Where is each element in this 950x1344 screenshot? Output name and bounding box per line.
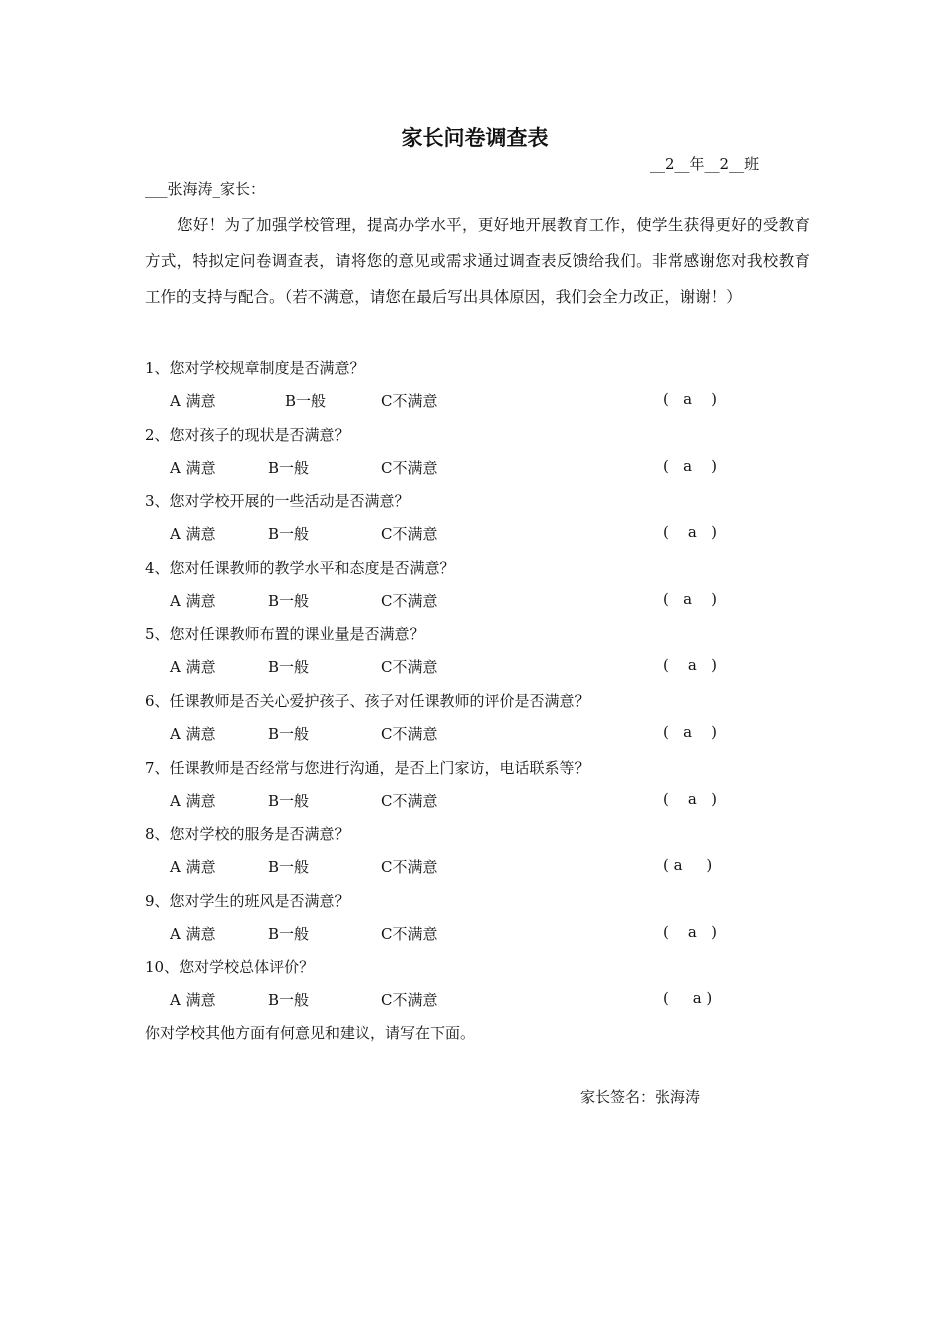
parent-signature: 家长签名：张海涛 [580,1088,701,1106]
answer-field: ( a ) [663,989,713,1007]
option-c: C不满意 [381,658,438,676]
option-c: C不满意 [381,525,438,543]
answer-field: ( a ) [663,590,718,608]
answer-field: ( a ) [663,523,718,541]
answer-field: ( a ) [663,390,718,408]
option-c: C不满意 [381,459,438,477]
option-a: A 满意 [170,658,216,676]
option-b: B一般 [268,991,310,1009]
answer-field: ( a ) [663,923,718,941]
class-line: __2__年__2__班 [650,155,760,173]
option-b: B一般 [268,525,310,543]
option-a: A 满意 [170,858,216,876]
option-b: B一般 [268,725,310,743]
answer-field: ( a ) [663,723,718,741]
option-b: B一般 [268,592,310,610]
option-b: B一般 [268,858,310,876]
option-c: C不满意 [381,392,438,410]
option-b: B一般 [268,658,310,676]
question-text: 9、您对学生的班风是否满意？ [145,892,350,910]
question-text: 1、您对学校规章制度是否满意？ [145,359,365,377]
option-c: C不满意 [381,858,438,876]
option-a: A 满意 [170,725,216,743]
option-c: C不满意 [381,592,438,610]
question-text: 7、任课教师是否经常与您进行沟通，是否上门家访，电话联系等？ [145,759,590,777]
option-c: C不满意 [381,991,438,1009]
option-c: C不满意 [381,792,438,810]
question-text: 4、您对任课教师的教学水平和态度是否满意？ [145,559,455,577]
option-b: B一般 [268,792,310,810]
document-title: 家长问卷调查表 [401,126,549,150]
footer-note: 你对学校其他方面有何意见和建议，请写在下面。 [145,1024,476,1042]
answer-field: ( a ) [663,856,713,874]
option-b: B一般 [268,925,310,943]
option-a: A 满意 [170,392,216,410]
question-text: 8、您对学校的服务是否满意？ [145,825,350,843]
option-b: B一般 [268,459,310,477]
answer-field: ( a ) [663,656,718,674]
intro-paragraph: 您好！为了加强学校管理，提高办学水平，更好地开展教育工作，使学生获得更好的受教育方式，特拟定问卷调查表，请将您的意见或需求通过调查表反馈给我们。非常感谢您对我校教育工作的支持与配合。（若不满意，请您在最后写出具体原因，我们会全力改正，谢谢！） [145,216,810,306]
option-b: B一般 [285,392,327,410]
question-text: 3、您对学校开展的一些活动是否满意？ [145,492,410,510]
option-c: C不满意 [381,725,438,743]
answer-field: ( a ) [663,790,718,808]
option-a: A 满意 [170,792,216,810]
question-text: 2、您对孩子的现状是否满意？ [145,426,350,444]
option-c: C不满意 [381,925,438,943]
question-text: 6、任课教师是否关心爱护孩子、孩子对任课教师的评价是否满意？ [145,692,590,710]
greeting: ___张海涛_家长： [145,180,266,198]
option-a: A 满意 [170,925,216,943]
answer-field: ( a ) [663,457,718,475]
question-text: 10、您对学校总体评价？ [145,958,315,976]
option-a: A 满意 [170,991,216,1009]
option-a: A 满意 [170,459,216,477]
question-text: 5、您对任课教师布置的课业量是否满意？ [145,625,425,643]
option-a: A 满意 [170,592,216,610]
option-a: A 满意 [170,525,216,543]
